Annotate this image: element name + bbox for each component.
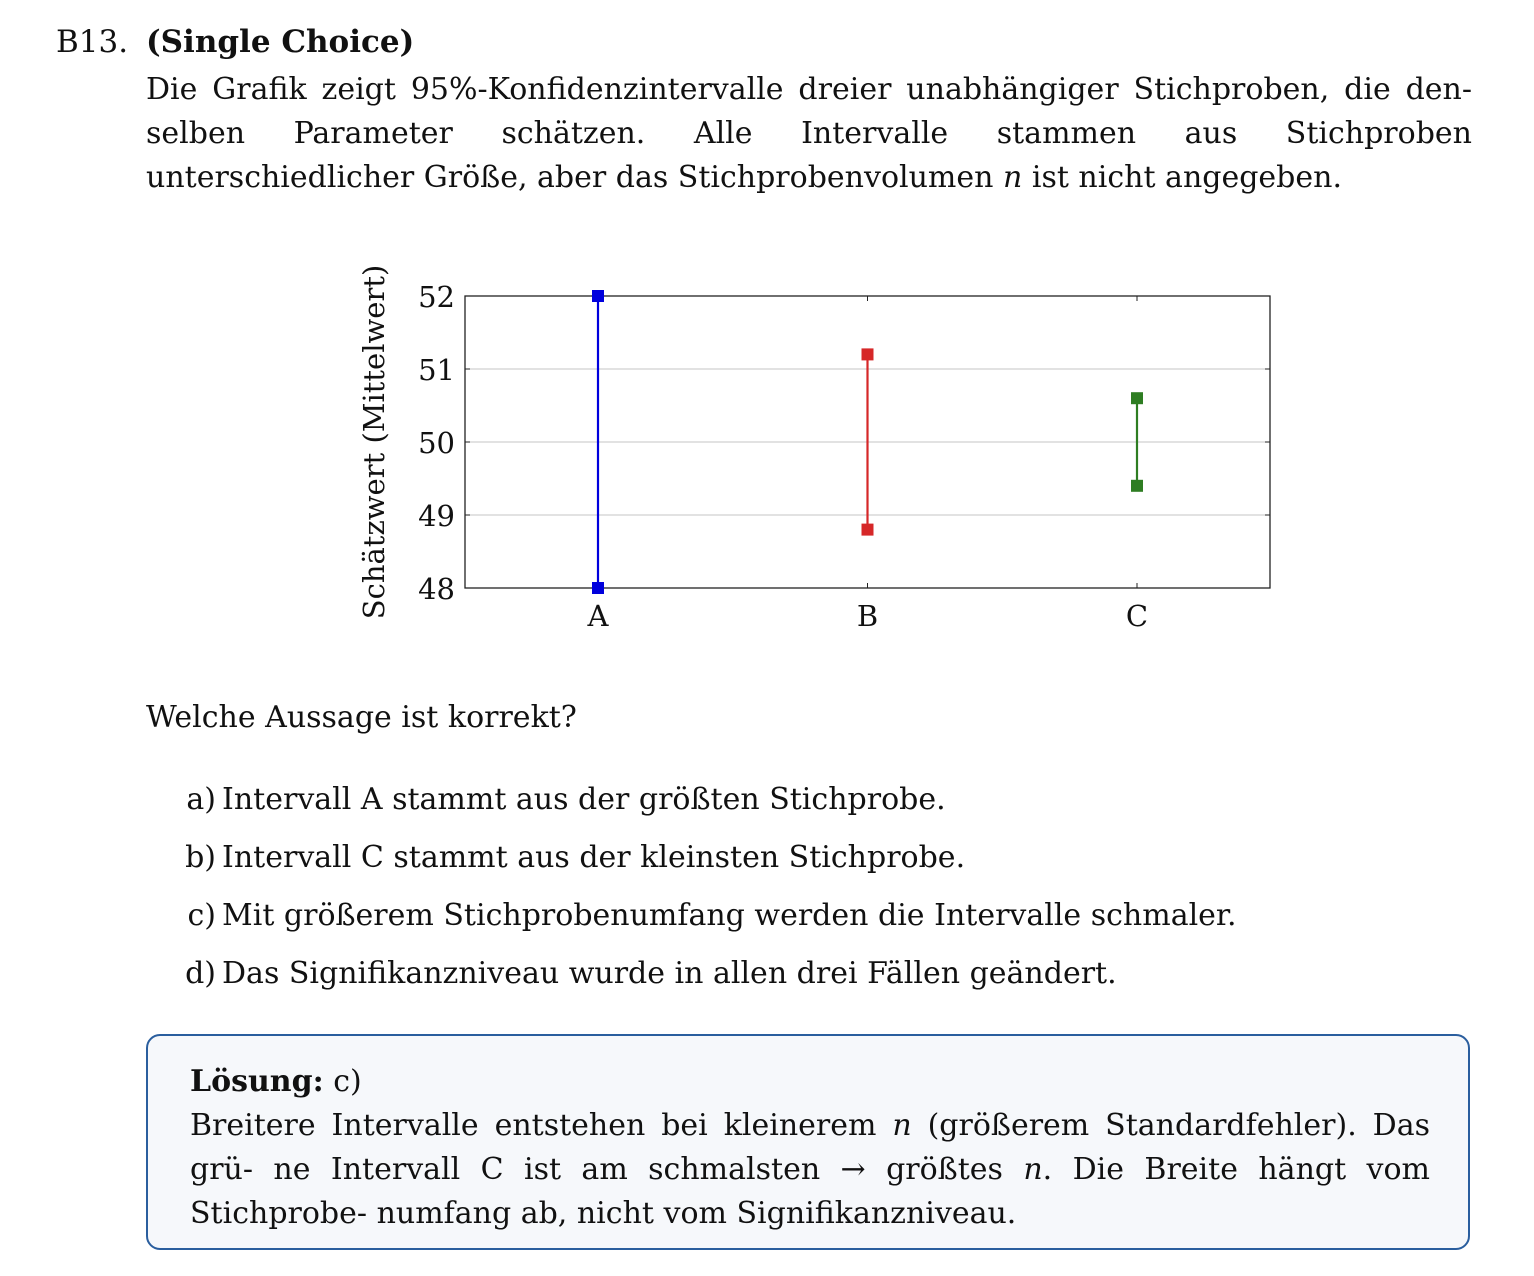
y-axis-label: Schätzwert (Mittelwert) [357, 264, 391, 620]
question-intro [146, 68, 1472, 200]
option-text: Intervall C stammt aus der kleinsten Stichprobe. [222, 840, 966, 875]
option-item[interactable] [146, 840, 965, 875]
x-tick-label: C [1125, 599, 1149, 633]
y-tick-label: 52 [418, 280, 455, 314]
y-tick-label: 49 [418, 499, 455, 533]
option-item[interactable] [146, 898, 1237, 933]
solution-answer: c) [333, 1064, 362, 1099]
upper-bound-marker [862, 348, 874, 360]
option-text: Intervall A stammt aus der größten Stichprobe. [222, 782, 946, 817]
option-label: c) [187, 898, 216, 933]
intro-text-2: ist nicht angegeben. [1022, 160, 1342, 195]
question-prompt: Welche Aussage ist korrekt? [146, 700, 577, 735]
solution-text-2: (größerem Standardfehler). Das grü- ne Intervall C ist am schmalsten → größtes [190, 1108, 1430, 1187]
option-label: a) [186, 782, 216, 817]
solution-box [146, 1034, 1470, 1250]
solution-heading: Lösung: [190, 1064, 324, 1099]
solution-variable-1: n [892, 1108, 912, 1143]
option-item[interactable] [146, 782, 946, 817]
lower-bound-marker [862, 524, 874, 536]
y-tick-label: 50 [418, 426, 455, 460]
x-tick-label: A [587, 599, 609, 633]
x-tick-label: B [856, 599, 879, 633]
solution-text-3: . Die Breite hängt vom Stichprobe- numfang ab, nicht vom Signifikanzniveau. [190, 1152, 1431, 1231]
solution-variable-2: n [1023, 1152, 1043, 1187]
option-text: Das Signifikanzniveau wurde in allen drei Fällen geändert. [222, 956, 1117, 991]
confidence-interval-chart [340, 250, 1300, 640]
intro-variable: n [1002, 160, 1023, 195]
upper-bound-marker [1131, 392, 1143, 404]
y-tick-label: 51 [418, 353, 455, 387]
lower-bound-marker [592, 582, 604, 594]
upper-bound-marker [592, 290, 604, 302]
solution-text-1: Breitere Intervalle entstehen bei kleinerem [190, 1108, 893, 1143]
question-type: (Single Choice) [146, 24, 415, 60]
y-axis-ticks [418, 280, 1270, 606]
question-number: B13. [56, 24, 129, 60]
lower-bound-marker [1131, 480, 1143, 492]
option-item[interactable] [146, 956, 1117, 991]
option-text: Mit größerem Stichprobenumfang werden die Intervalle schmaler. [222, 898, 1237, 933]
solution-text [190, 1060, 1430, 1236]
intro-text-1: Die Grafik zeigt 95%-Konfidenzintervalle dreier unabhängiger Stichproben, die den- selben Parameter schätzen. Alle Intervalle stammen aus Stichproben unterschiedlicher Größe, aber das Stichprobenvolumen [146, 72, 1472, 195]
option-label: d) [185, 956, 216, 991]
option-label: b) [185, 840, 216, 875]
y-tick-label: 48 [418, 572, 455, 606]
